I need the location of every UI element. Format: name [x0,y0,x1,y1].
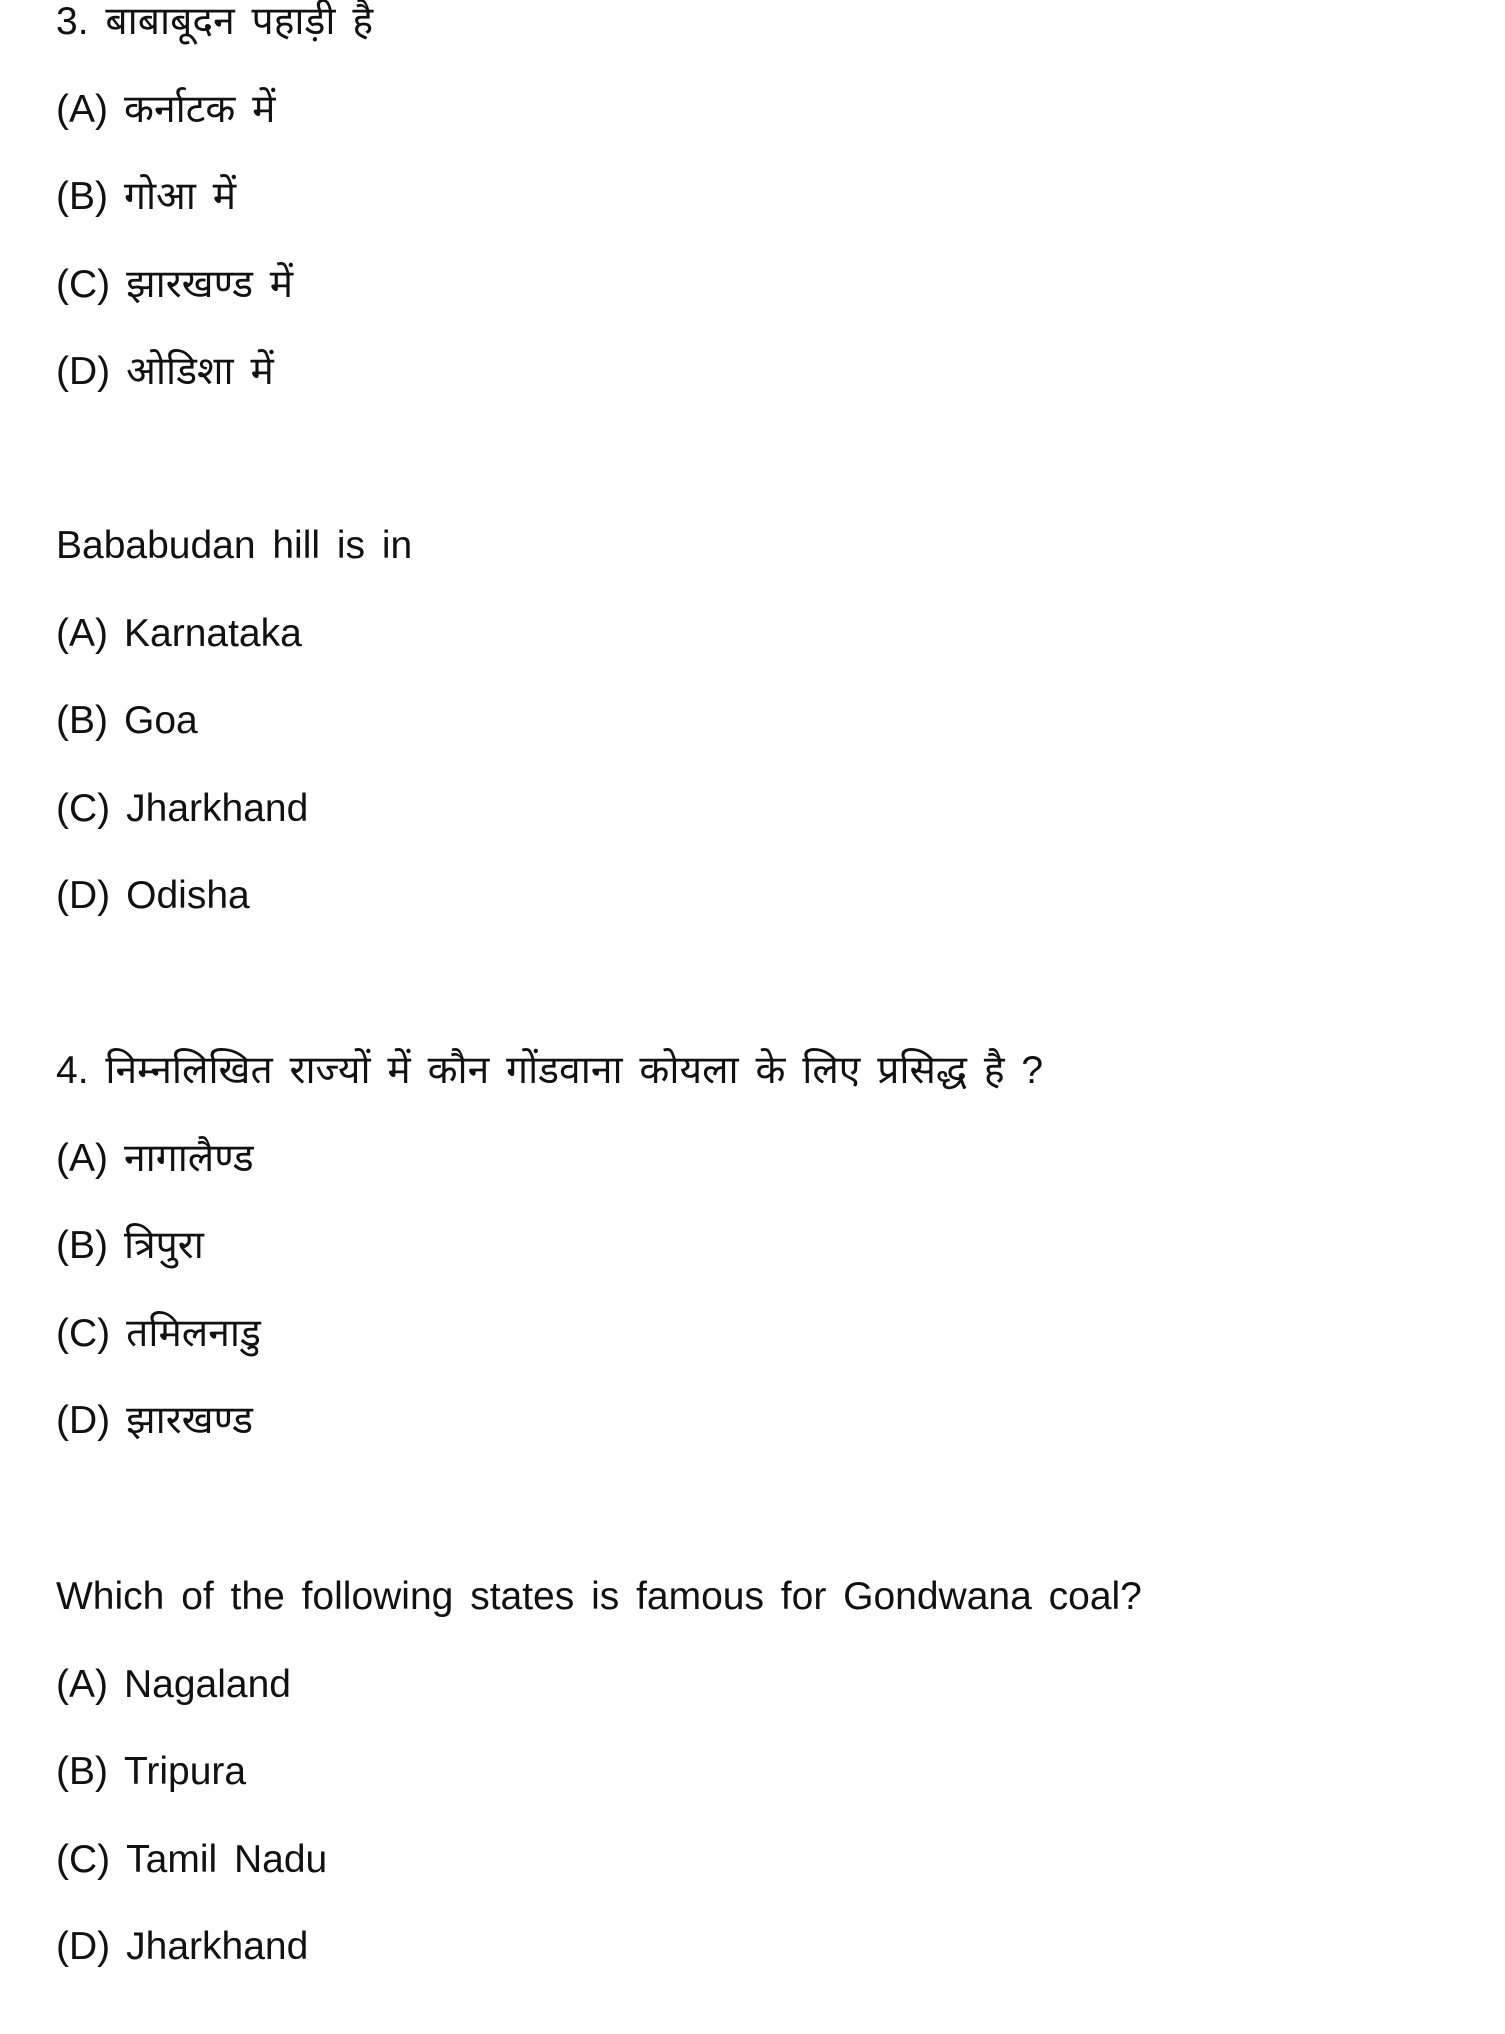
option-hindi-a [56,85,275,135]
option-letter: (A) [56,1662,108,1706]
question-text-english: Which of the following states is famous for Gondwana coal? [56,1575,1142,1618]
option-letter: (C) [56,1311,111,1355]
option-text: Tripura [124,1750,247,1793]
question-text-hindi: 3. बाबाबूदन पहाड़ी है [56,0,374,43]
option-english-c [56,1835,327,1885]
option-letter: (C) [56,786,111,830]
option-hindi-c [56,260,293,310]
option-english-b [56,1747,246,1797]
option-text: Jharkhand [126,786,309,830]
option-hindi-b [56,172,236,222]
option-english-d [56,1922,308,1972]
option-english-a [56,1660,291,1710]
option-text: तमिलनाडु [126,1311,261,1355]
option-letter: (D) [56,350,111,393]
option-text: Nagaland [124,1662,291,1706]
option-letter: (D) [56,874,111,917]
option-text: Goa [124,699,198,742]
option-text: Tamil Nadu [126,1837,328,1881]
option-english-b [56,696,198,746]
option-hindi-d [56,1396,253,1446]
option-text: ओडिशा में [126,350,274,393]
option-english-a [56,609,302,659]
option-text: झारखण्ड में [126,262,294,306]
option-letter: (A) [56,611,108,655]
option-text: नागालैण्ड [124,1136,254,1180]
option-letter: (D) [56,1399,111,1442]
option-hindi-a [56,1134,254,1184]
option-letter: (B) [56,699,108,742]
option-hindi-c [56,1309,261,1359]
option-hindi-b [56,1221,204,1271]
option-letter: (B) [56,175,108,218]
option-letter: (C) [56,262,111,306]
option-letter: (B) [56,1224,108,1267]
option-text: कर्नाटक में [124,87,276,131]
option-letter: (C) [56,1837,111,1881]
question-text-english: Bababudan hill is in [56,524,413,567]
option-text: Jharkhand [126,1925,309,1968]
option-hindi-d [56,347,274,397]
option-english-c [56,784,308,834]
option-english-d [56,871,250,921]
option-letter: (D) [56,1925,111,1968]
option-letter: (B) [56,1750,108,1793]
option-text: Karnataka [124,611,302,655]
question-text-hindi: 4. निम्नलिखित राज्यों में कौन गोंडवाना कोयला के लिए प्रसिद्ध है ? [56,1049,1044,1092]
option-text: झारखण्ड [126,1399,253,1442]
option-text: त्रिपुरा [124,1224,204,1267]
option-text: Odisha [126,874,250,917]
option-letter: (A) [56,87,108,131]
option-text: गोआ में [124,175,237,218]
option-letter: (A) [56,1136,108,1180]
